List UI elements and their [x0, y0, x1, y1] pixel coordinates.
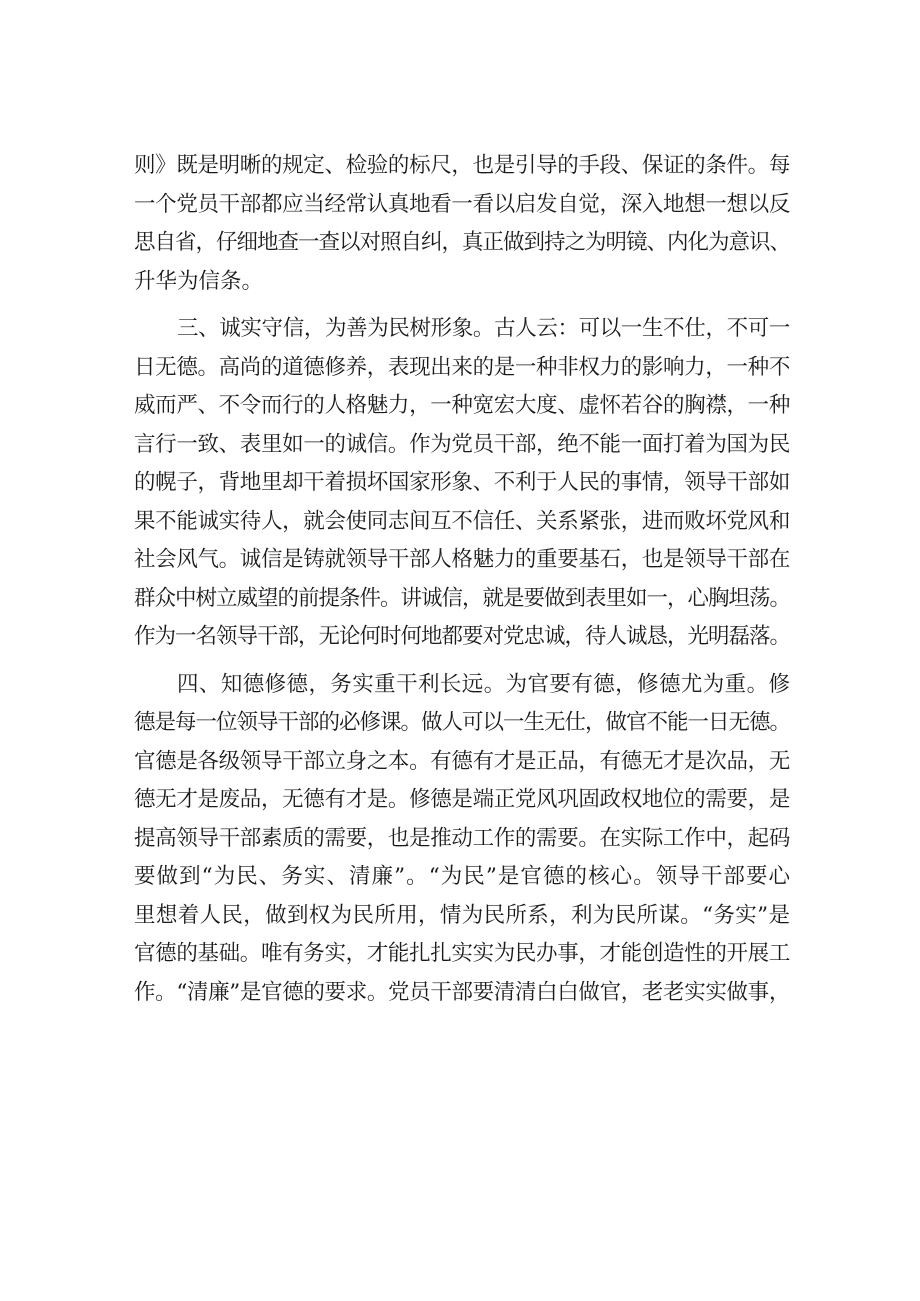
text-line: 威而严、不令而行的人格魅力，一种宽宏大度、虚怀若谷的胸襟，一种 — [134, 393, 790, 418]
text-line: 言行一致、表里如一的诚信。作为党员干部，绝不能一面打着为国为民 — [134, 431, 790, 457]
text-line: 里想着人民，做到权为民所用，情为民所系，利为民所谋。“务实”是 — [134, 902, 790, 928]
text-line: 的幌子，背地里却干着损坏国家形象、不利于人民的事情，领导干部如 — [134, 470, 790, 495]
text-line: 作为一名领导干部，无论何时何地都要对党忠诚，待人诚恳，光明磊落。 — [134, 624, 790, 649]
text-line: 三、诚实守信，为善为民树形象。古人云：可以一生不仕，不可一 — [177, 316, 790, 341]
text-line: 官德是各级领导干部立身之本。有德有才是正品，有德无才是次品，无 — [134, 748, 790, 774]
text-line: 四、知德修德，务实重干利长远。为官要有德，修德尤为重。修 — [177, 671, 790, 697]
text-line: 德无才是废品，无德有才是。修德是端正党风巩固政权地位的需要，是 — [134, 787, 790, 812]
text-line: 作。“清廉”是官德的要求。党员干部要清清白白做官，老老实实做事， — [134, 979, 790, 1005]
text-line: 德是每一位领导干部的必修课。做人可以一生无仕，做官不能一日无德。 — [134, 710, 790, 735]
text-line: 则》既是明晰的规定、检验的标尺，也是引导的手段、保证的条件。每 — [134, 153, 790, 178]
text-line: 日无德。高尚的道德修养，表现出来的是一种非权力的影响力，一种不 — [134, 354, 790, 380]
paragraph-3 — [134, 666, 790, 1013]
text-line: 果不能诚实待人，就会使同志间互不信任、关系紧张，进而败坏党风和 — [134, 508, 790, 534]
paragraph-1 — [134, 147, 790, 301]
text-line: 官德的基础。唯有务实，才能扎扎实实为民办事，才能创造性的开展工 — [134, 941, 790, 966]
text-line: 提高领导干部素质的需要，也是推动工作的需要。在实际工作中，起码 — [134, 825, 790, 851]
text-line: 要做到“为民、务实、清廉”。“为民”是官德的核心。领导干部要心 — [134, 864, 790, 889]
text-line: 思自省，仔细地查一查以对照自纠，真正做到持之为明镜、内化为意识、 — [134, 230, 790, 255]
text-line: 群众中树立威望的前提条件。讲诚信，就是要做到表里如一，心胸坦荡。 — [134, 585, 790, 611]
text-line: 社会风气。诚信是铸就领导干部人格魅力的重要基石，也是领导干部在 — [134, 547, 790, 572]
text-line: 升华为信条。 — [134, 268, 264, 294]
document-body — [134, 147, 790, 1012]
paragraph-2 — [134, 310, 790, 657]
text-line: 一个党员干部都应当经常认真地看一看以启发自觉，深入地想一想以反 — [134, 191, 790, 217]
